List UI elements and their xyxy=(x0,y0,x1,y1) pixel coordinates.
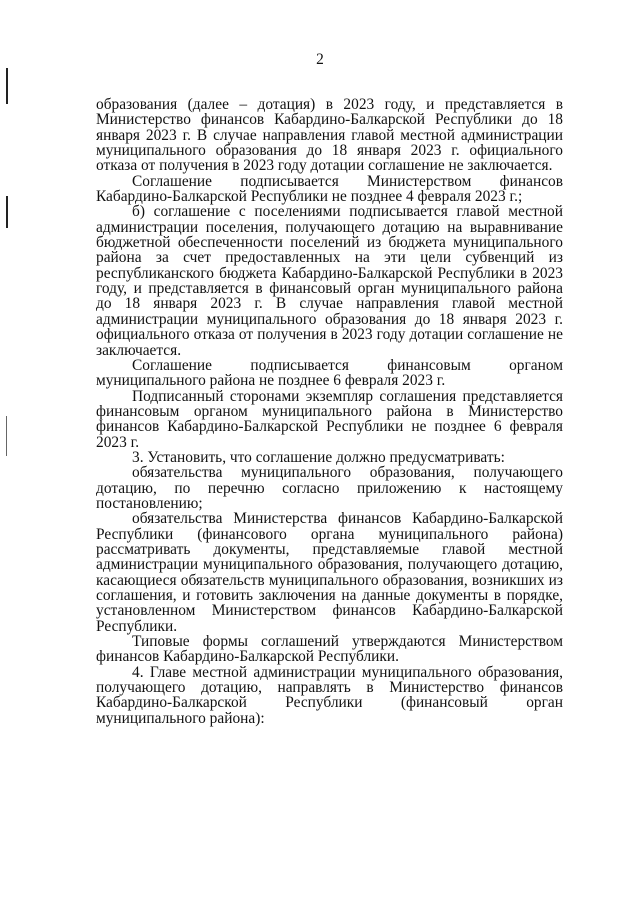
paragraph-8: обязательства Министерства финансов Кабардино-Балкарской Республики (финансового органа муниципального района) рассматривать документы, представляемые главой местной администрации муниципального образования, получающего дотацию, касающиеся обязательств муниципального образования, возникших из соглашения, и готовить заключения на данные документы в порядке, установленном Министерством финансов Кабардино-Балкарской Республики. xyxy=(96,510,563,635)
paragraph-10: 4. Главе местной администрации муниципального образования, получающего дотацию, направлять в Министерство финансов Кабардино-Балкарской Республики (финансовый орган муниципального района): xyxy=(96,663,563,727)
paragraph-4: Соглашение подписывается финансовым органом муниципального района не позднее 6 февраля 2023 г. xyxy=(96,356,563,390)
document-body xyxy=(96,97,563,726)
margin-mark-top xyxy=(6,68,8,104)
paragraph-6: 3. Установить, что соглашение должно предусматривать: xyxy=(132,448,505,466)
paragraph-9: Типовые формы соглашений утверждаются Министерством финансов Кабардино-Балкарской Республики. xyxy=(96,633,563,666)
paragraph-5: Подписанный сторонами экземпляр соглашения представляется финансовым органом муниципального района в Министерство финансов Кабардино-Балкарской Республики не позднее 6 февраля 2023 г. xyxy=(96,387,563,451)
paragraph-1: образования (далее – дотация) в 2023 году, и представляется в Министерство финансов Кабардино-Балкарской Республики до 18 января 2023 г. В случае направления главой местной администрации муниципального образования до 18 января 2023 г. официального отказа от получения в 2023 году дотации соглашение не заключается. xyxy=(96,96,563,175)
paragraph-2: Соглашение подписывается Министерством финансов Кабардино-Балкарской Республики не позднее 4 февраля 2023 г.; xyxy=(96,172,563,206)
margin-mark-middle xyxy=(6,196,8,228)
margin-mark-lower xyxy=(6,416,7,456)
page-number: 2 xyxy=(316,51,324,68)
paragraph-3: б) соглашение с поселениями подписывается главой местной администрации поселения, получающего дотацию на выравнивание бюджетной обеспеченности поселений из бюджета муниципального района за счет предоставленных на эти цели субвенций из республиканского бюджета Кабардино-Балкарской Республики в 2023 году, и представляется в финансовый орган муниципального района до 18 января 2023 г. В случае направления главой местной администрации муниципального образования до 18 января 2023 г. официального отказа от получения в 2023 году дотации соглашение не заключается. xyxy=(96,203,563,359)
paragraph-7: обязательства муниципального образования, получающего дотацию, по перечню согласно приложению к настоящему постановлению; xyxy=(96,464,563,512)
